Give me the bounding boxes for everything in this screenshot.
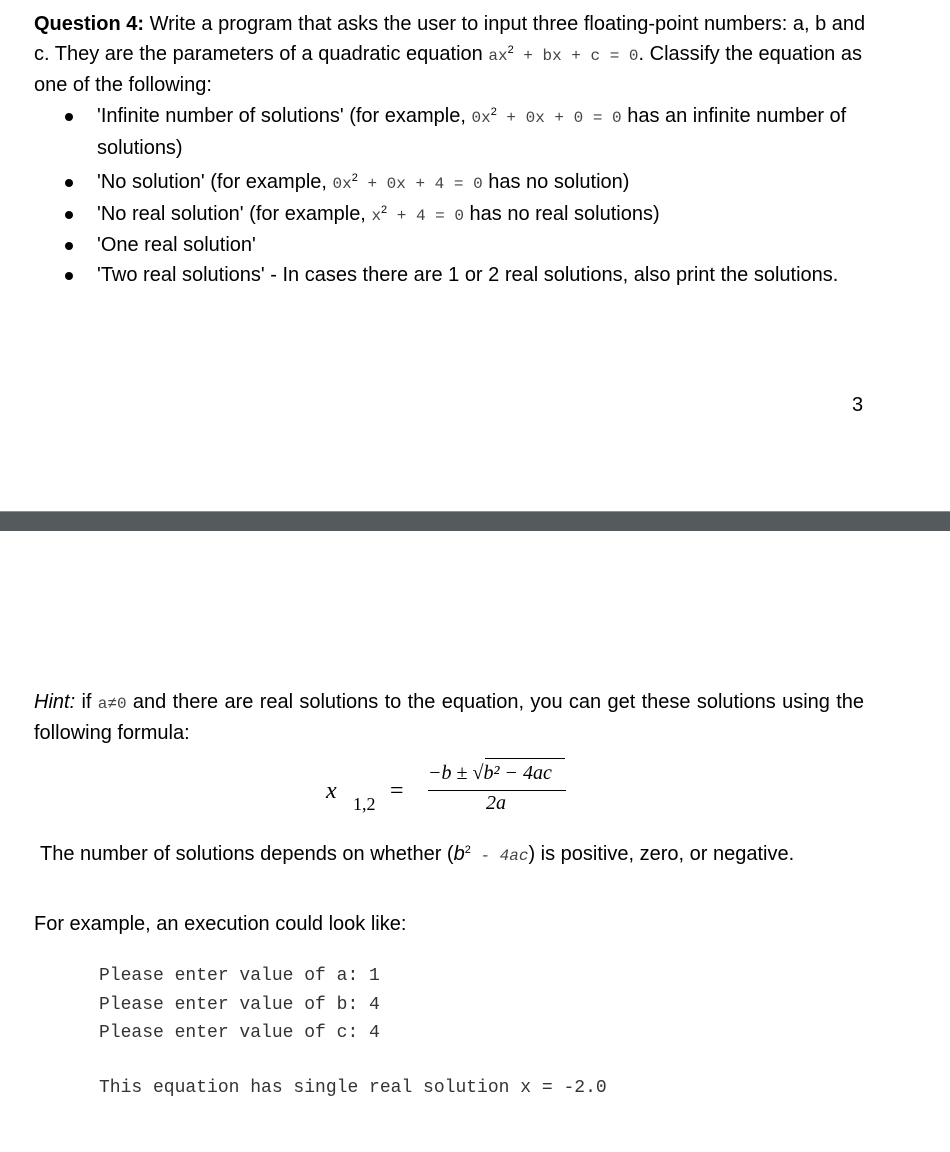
bullet-text: 'Infinite number of solutions' (for example,	[97, 105, 472, 127]
bullet-superscript: 2	[381, 203, 388, 216]
list-item	[97, 261, 869, 291]
bullet-text: has no solution)	[482, 171, 630, 193]
bullet-math: + 0x + 0 = 0	[496, 109, 622, 127]
bullet-text: 'Two real solutions' - In cases there are 1 or 2 real solutions, also print the solutions.	[97, 263, 839, 286]
page-number: 3	[852, 394, 864, 416]
eq-superscript: 2	[507, 43, 514, 56]
hint-condition: a≠0	[97, 695, 127, 713]
formula-numerator: −b ± √b² − 4ac	[428, 762, 552, 784]
depends-text: The number of solutions depends on whether (	[40, 843, 454, 865]
bullet-text: 'One real solution'	[97, 234, 256, 256]
page-divider	[0, 511, 950, 531]
hint-label: Hint:	[34, 691, 76, 713]
depends-text: ) is positive, zero, or negative.	[528, 843, 795, 865]
radical-bar	[485, 758, 565, 759]
bullet-math: + 4 = 0	[387, 206, 464, 225]
depends-b: b	[453, 843, 465, 865]
hint-text: and there are real solutions to the equation, you can get these solutions using the following formula:	[34, 691, 864, 744]
bullet-math: + 0x + 4 = 0	[357, 175, 483, 193]
hint-paragraph	[34, 688, 864, 748]
example-intro: For example, an execution could look like:	[34, 913, 407, 935]
bullet-math: 0x	[471, 109, 491, 127]
formula-subscript: 1,2	[353, 794, 376, 814]
bullet-text: has no real solutions)	[463, 202, 660, 225]
formula-equals: =	[390, 778, 404, 804]
equation-ax: ax	[488, 46, 508, 65]
depends-superscript: 2	[464, 844, 471, 856]
fraction-bar	[428, 790, 566, 791]
bullet-math: 0x	[332, 175, 352, 193]
question-text-b: . Classify the equation as one of the following:	[34, 42, 862, 96]
question-text-a: Write a program that asks the user to input three floating-point numbers: a, b and c. They are the parameters of a quadratic equation	[34, 13, 866, 65]
bullet-text: has an infinite number of solutions)	[97, 105, 847, 159]
hint-text: if	[75, 691, 98, 713]
formula-denominator: 2a	[486, 792, 506, 814]
list-item	[97, 231, 869, 261]
question-paragraph	[34, 10, 884, 101]
bullet-text: 'No real solution' (for example,	[97, 202, 372, 225]
question-label: Question 4:	[34, 13, 145, 35]
execution-result-line: This equation has single real solution x = -2.0	[99, 1078, 607, 1098]
depends-math: - 4ac	[470, 847, 529, 865]
execution-input-lines: Please enter value of a: 1 Please enter value of b: 4 Please enter value of c: 4	[99, 966, 380, 1044]
classification-list	[97, 102, 869, 290]
list-item	[97, 168, 869, 200]
bullet-superscript: 2	[351, 172, 358, 184]
bullet-math: x	[371, 206, 382, 225]
list-item	[97, 200, 869, 232]
equation-rest: + bx + c = 0	[513, 46, 639, 65]
bullet-text: 'No solution' (for example,	[97, 171, 333, 193]
depends-sentence	[40, 843, 794, 866]
formula-x: x	[326, 778, 337, 804]
quadratic-formula	[326, 750, 586, 822]
list-item	[97, 102, 869, 163]
bullet-superscript: 2	[490, 106, 497, 118]
